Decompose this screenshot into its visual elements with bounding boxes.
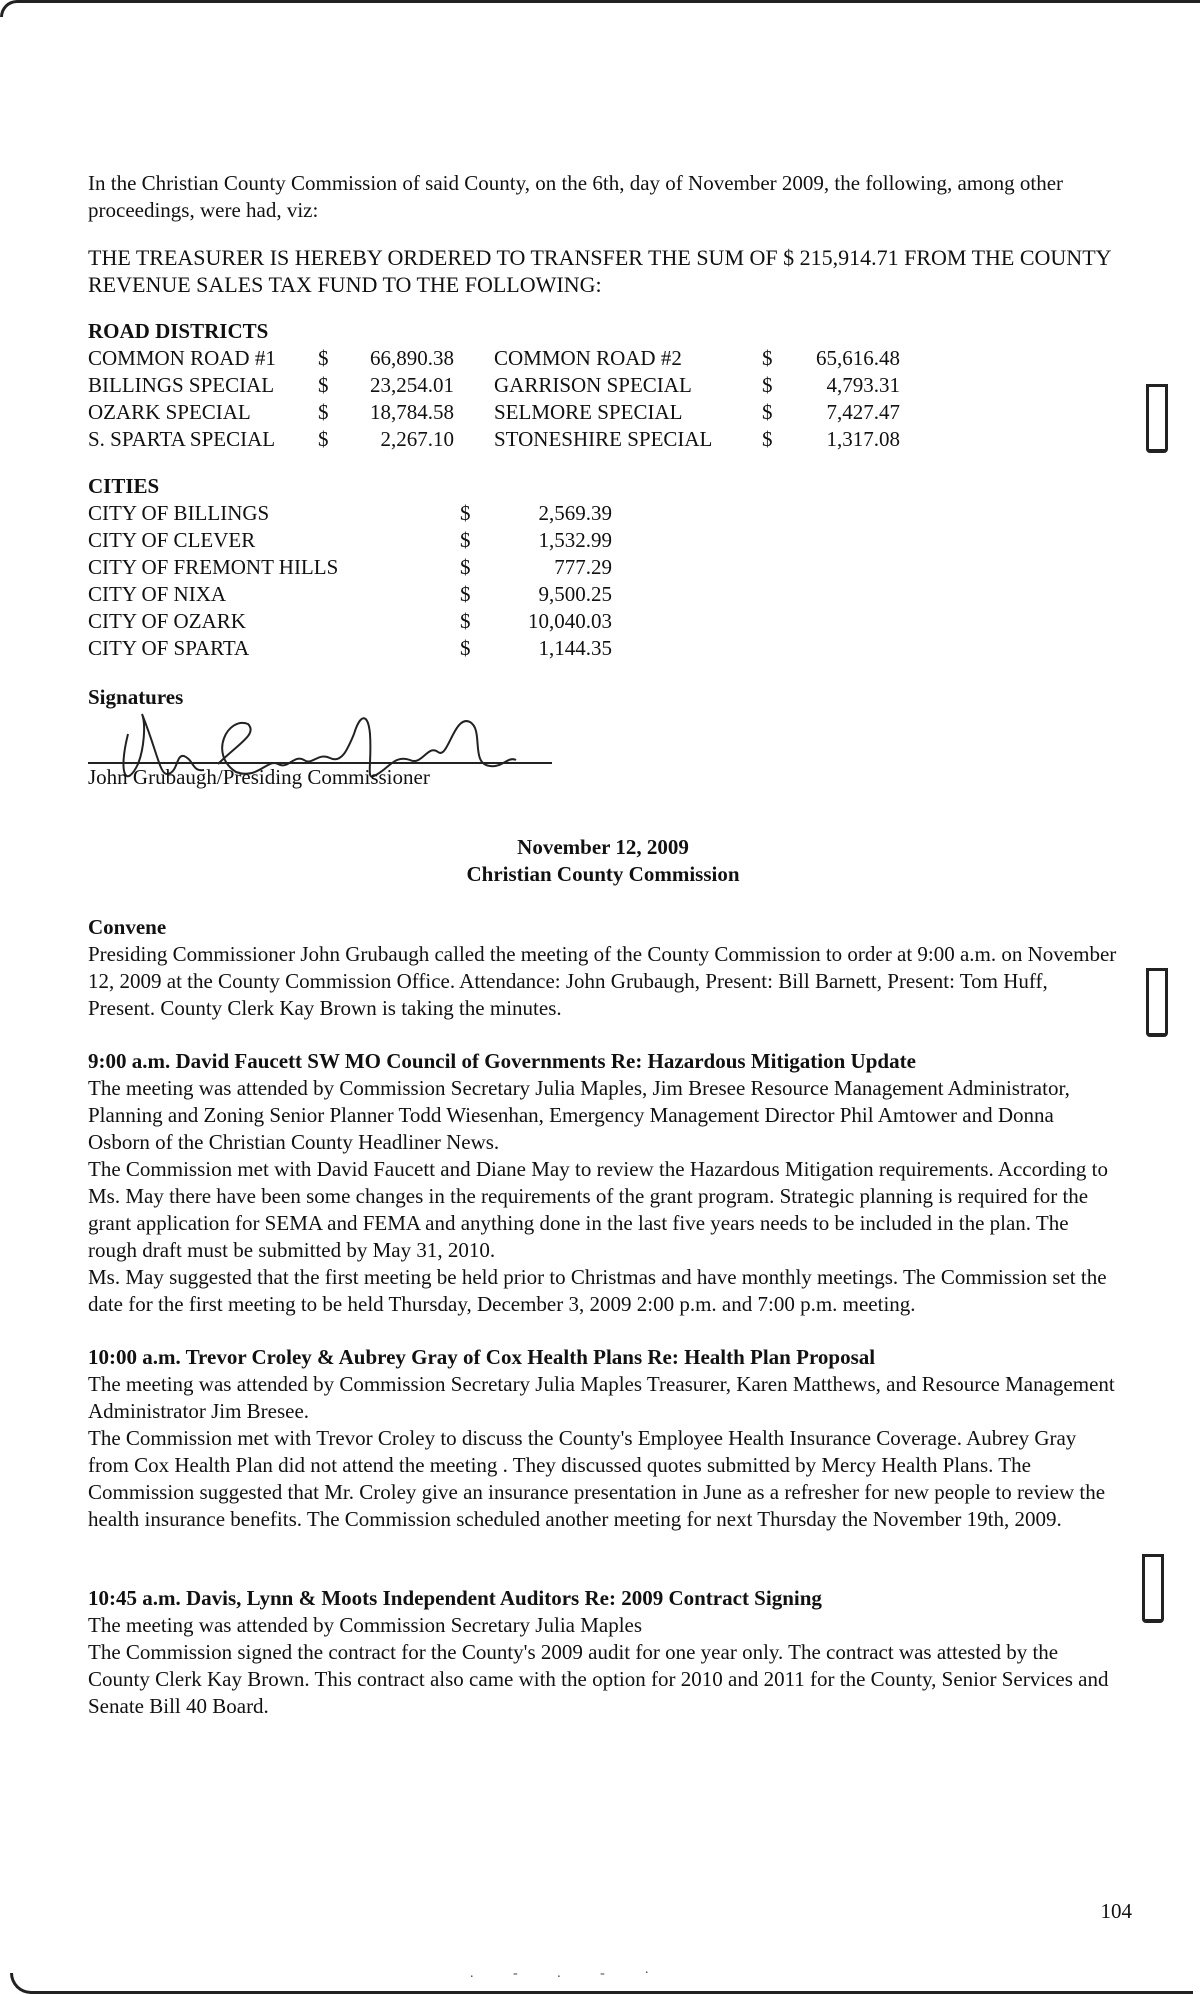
city-amount: 777.29 <box>554 555 612 579</box>
city-row <box>88 500 612 527</box>
currency-symbol: $ <box>460 582 471 606</box>
road-district-name: STONESHIRE SPECIAL <box>494 427 713 451</box>
city-amount: 1,532.99 <box>538 528 612 552</box>
currency-symbol: $ <box>762 427 773 451</box>
road-district-amount: 1,317.08 <box>826 427 900 451</box>
minutes-sections <box>88 914 1118 1720</box>
road-district-name: SELMORE SPECIAL <box>494 400 683 424</box>
section-heading: 10:45 a.m. Davis, Lynn & Moots Independent Auditors Re: 2009 Contract Signing <box>88 1586 822 1610</box>
document-body <box>88 170 1118 1720</box>
currency-symbol: $ <box>762 400 773 424</box>
section-paragraph: The meeting was attended by Commission Secretary Julia Maples Treasurer, Karen Matthews, and Resource Management Administrator Jim Bresee. <box>88 1372 1115 1423</box>
city-name: CITY OF OZARK <box>88 609 246 633</box>
currency-symbol: $ <box>460 609 471 633</box>
section-paragraph: Presiding Commissioner John Grubaugh called the meeting of the County Commission to order at 9:00 a.m. on November 12, 2009 at the County Commission Office. Attendance: John Grubaugh, Present: Bill Barnett, Present: Tom Huff, Present. County Clerk Kay Brown is taking the minutes. <box>88 942 1117 1020</box>
currency-symbol: $ <box>318 427 329 451</box>
city-amount: 9,500.25 <box>538 582 612 606</box>
city-name: CITY OF FREMONT HILLS <box>88 555 339 579</box>
city-row <box>88 635 612 662</box>
road-district-amount: 18,784.58 <box>370 400 454 424</box>
currency-symbol: $ <box>460 528 471 552</box>
currency-symbol: $ <box>460 555 471 579</box>
minutes-section <box>88 1344 1118 1533</box>
section-paragraph: The meeting was attended by Commission Secretary Julia Maples <box>88 1613 643 1637</box>
currency-symbol: $ <box>318 346 329 370</box>
road-district-name: BILLINGS SPECIAL <box>88 373 275 397</box>
city-amount: 1,144.35 <box>538 636 612 660</box>
currency-symbol: $ <box>460 636 471 660</box>
section-heading: 10:00 a.m. Trevor Croley & Aubrey Gray of Cox Health Plans Re: Health Plan Proposal <box>88 1345 876 1369</box>
city-row <box>88 554 612 581</box>
page-number: 104 <box>1100 1899 1132 1923</box>
minutes-section <box>88 914 1118 1022</box>
section-heading: 9:00 a.m. David Faucett SW MO Council of Governments Re: Hazardous Mitigation Update <box>88 1049 916 1073</box>
signer-name: John Grubaugh/Presiding Commissioner <box>88 765 430 789</box>
road-district-name: S. SPARTA SPECIAL <box>88 427 276 451</box>
city-name: CITY OF NIXA <box>88 582 227 606</box>
binder-bracket <box>1146 384 1168 453</box>
road-district-row <box>88 399 900 426</box>
currency-symbol: $ <box>762 373 773 397</box>
road-district-row <box>88 426 900 453</box>
section-paragraph: The Commission met with Trevor Croley to discuss the County's Employee Health Insurance Coverage. Aubrey Gray from Cox Health Plan did not attend the meeting . They discussed quotes submitted by Mercy Health Plans. The Commission suggested that Mr. Croley give an insurance presentation in June as a refresher for new people to review the health insurance benefits. The Commission scheduled another meeting for next Thursday the November 19th, 2009. <box>88 1426 1106 1531</box>
road-district-amount: 65,616.48 <box>816 346 900 370</box>
cities-table <box>88 500 612 662</box>
transfer-order: THE TREASURER IS HEREBY ORDERED TO TRANSFER THE SUM OF $ 215,914.71 FROM THE COUNTY REVENUE SALES TAX FUND TO THE FOLLOWING: <box>88 245 1111 297</box>
city-row <box>88 527 612 554</box>
city-name: CITY OF SPARTA <box>88 636 250 660</box>
road-district-amount: 2,267.10 <box>380 427 454 451</box>
meeting-body: Christian County Commission <box>466 862 740 886</box>
signatures-heading: Signatures <box>88 685 184 709</box>
binder-bracket <box>1146 968 1168 1037</box>
minutes-section <box>88 1585 1118 1720</box>
signature-block <box>88 684 1118 794</box>
city-row <box>88 581 612 608</box>
road-district-name: OZARK SPECIAL <box>88 400 251 424</box>
road-district-amount: 4,793.31 <box>826 373 900 397</box>
road-district-amount: 23,254.01 <box>370 373 454 397</box>
road-district-row <box>88 372 900 399</box>
city-amount: 2,569.39 <box>538 501 612 525</box>
road-district-row <box>88 345 900 372</box>
currency-symbol: $ <box>762 346 773 370</box>
section-paragraph: The Commission signed the contract for the County's 2009 audit for one year only. The contract was attested by the County Clerk Kay Brown. This contract also came with the option for 2010 and 2011 for the County, Senior Services and Senate Bill 40 Board. <box>88 1640 1109 1718</box>
cities-heading: CITIES <box>88 474 160 498</box>
minutes-section <box>88 1048 1118 1318</box>
section-heading: Convene <box>88 915 167 939</box>
intro-paragraph: In the Christian County Commission of said County, on the 6th, day of November 2009, the following, among other proceedings, were had, viz: <box>88 171 1064 222</box>
road-districts-heading: ROAD DISTRICTS <box>88 319 269 343</box>
meeting-date: November 12, 2009 <box>517 835 689 859</box>
currency-symbol: $ <box>318 400 329 424</box>
currency-symbol: $ <box>318 373 329 397</box>
page-edge-top <box>0 0 1200 17</box>
road-district-amount: 66,890.38 <box>370 346 454 370</box>
currency-symbol: $ <box>460 501 471 525</box>
road-district-name: GARRISON SPECIAL <box>494 373 692 397</box>
road-district-name: COMMON ROAD #2 <box>494 346 682 370</box>
road-district-name: COMMON ROAD #1 <box>88 346 276 370</box>
road-districts-table <box>88 345 900 453</box>
section-paragraph: Ms. May suggested that the first meeting be held prior to Christmas and have monthly meetings. The Commission set the date for the first meeting to be held Thursday, December 3, 2009 2:00 p.m. and 7:00 p.m. meeting. <box>88 1265 1107 1316</box>
section-paragraph: The meeting was attended by Commission Secretary Julia Maples, Jim Bresee Resource Management Administrator, Planning and Zoning Senior Planner Todd Wiesenhan, Emergency Management Director Phil Amtower and Donna Osborn of the Christian County Headliner News. <box>88 1076 1070 1154</box>
city-row <box>88 608 612 635</box>
city-amount: 10,040.03 <box>528 609 612 633</box>
city-name: CITY OF CLEVER <box>88 528 256 552</box>
road-district-amount: 7,427.47 <box>826 400 900 424</box>
binder-bracket <box>1142 1554 1164 1623</box>
section-paragraph: The Commission met with David Faucett and Diane May to review the Hazardous Mitigation requirements. According to Ms. May there have been some changes in the requirements of the grant program. Strategic planning is required for the grant application for SEMA and FEMA and anything done in the last five years needs to be included in the plan. The rough draft must be submitted by May 31, 2010. <box>88 1157 1109 1262</box>
city-name: CITY OF BILLINGS <box>88 501 270 525</box>
scan-specks: . - . - · <box>470 1966 667 1981</box>
